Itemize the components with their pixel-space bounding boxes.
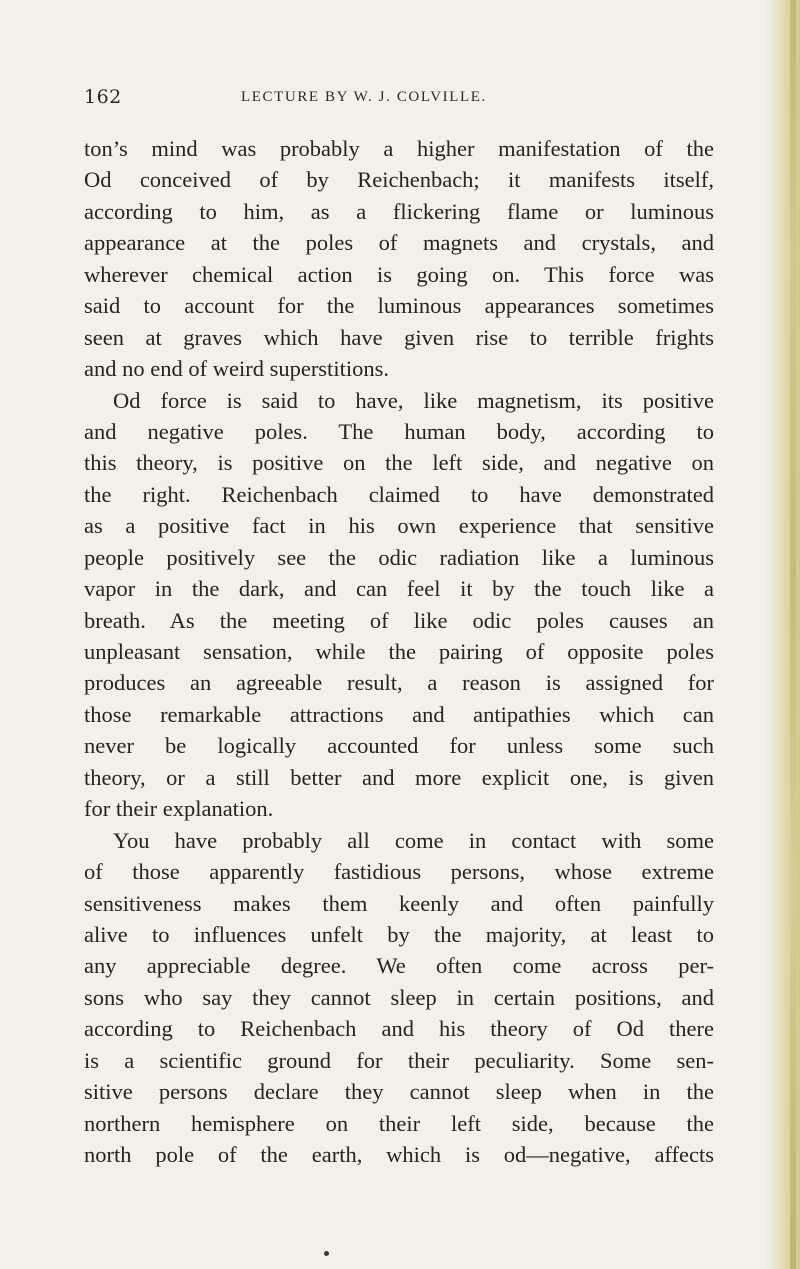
text-line: and negative poles. The human body, according to [84,418,714,444]
text-line: people positively see the odic radiation like a luminous [84,544,714,570]
text-line: according to Reichenbach and his theory of Od there [84,1016,714,1042]
text-line: is a scientific ground for their peculiarity. Some sen- [84,1047,714,1073]
text-line: seen at graves which have given rise to terrible frights [84,324,714,350]
text-line: breath. As the meeting of like odic poles causes an [84,607,714,633]
text-line: sitive persons declare they cannot sleep when in the [84,1079,714,1105]
text-line: vapor in the dark, and can feel it by the touch like a [84,576,714,602]
text-line: and no end of weird superstitions. [84,356,389,382]
text-line: the right. Reichenbach claimed to have demonstrated [84,481,714,507]
text-line: produces an agreeable result, a reason is assigned for [84,670,714,696]
text-line: You have probably all come in contact with some [113,827,714,853]
running-head: LECTURE BY W. J. COLVILLE. [241,89,487,105]
page-number: 162 [84,86,122,108]
text-line: those remarkable attractions and antipathies which can [84,701,714,727]
text-line: alive to influences unfelt by the majority, at least to [84,921,714,947]
text-line: appearance at the poles of magnets and crystals, and [84,230,714,256]
text-line: sons who say they cannot sleep in certain positions, and [84,984,714,1010]
text-line: Od conceived of by Reichenbach; it manifests itself, [84,167,714,193]
text-line: as a positive fact in his own experience that sensitive [84,513,714,539]
text-line: said to account for the luminous appearances sometimes [84,293,714,319]
page-header [84,86,700,112]
text-line: northern hemisphere on their left side, because the [84,1110,714,1136]
ink-speck [324,1251,329,1256]
text-line: ton’s mind was probably a higher manifestation of the [84,136,714,161]
page-edge-shadow [766,0,800,1269]
text-line: of those apparently fastidious persons, whose extreme [84,859,714,885]
text-line: for their explanation. [84,796,274,822]
text-line: unpleasant sensation, while the pairing of opposite poles [84,639,714,664]
text-line: north pole of the earth, which is od—negative, affects [84,1142,714,1167]
text-line: theory, or a still better and more explicit one, is given [84,764,714,790]
text-line: according to him, as a flickering flame or luminous [84,198,714,224]
text-line: Od force is said to have, like magnetism, its positive [113,387,714,413]
body-text [84,133,714,1170]
text-line: any appreciable degree. We often come across per- [84,953,714,979]
text-line: sensitiveness makes them keenly and often painfully [84,890,714,916]
text-line: this theory, is positive on the left side, and negative on [84,450,714,476]
text-line: never be logically accounted for unless some such [84,733,714,759]
text-line: wherever chemical action is going on. This force was [84,261,714,287]
